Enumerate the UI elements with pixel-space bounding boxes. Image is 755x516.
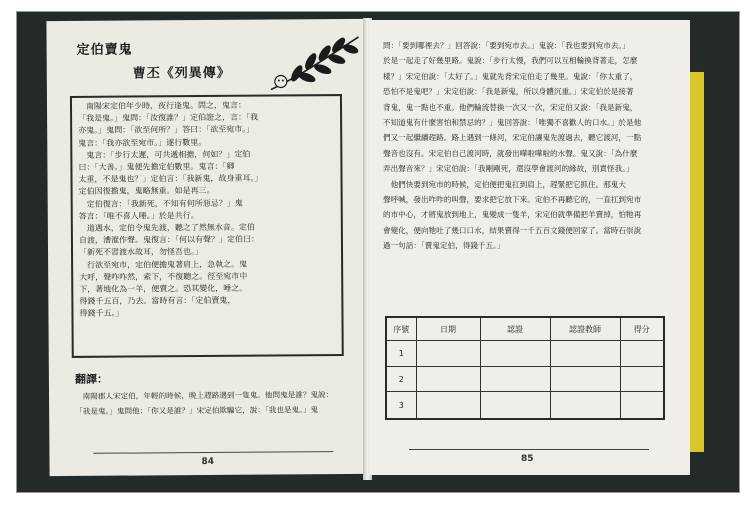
leaf-branch-decoration [266,31,362,96]
teacher-cell [550,366,620,392]
translation-line: 於是一起走了好幾里路。鬼說：「步行太慢，我們可以互相輪換背著走，怎麼 [383,56,638,66]
table-row [386,341,664,367]
translation-line: 「我是鬼。」鬼問他：「你又是誰？」宋定伯欺騙它，說：「我也是鬼。」鬼 [75,405,319,416]
translation-line: 南陽郡人宋定伯，年輕的時候，晚上趕路遇到一隻鬼。他問鬼是誰？鬼說： [75,390,334,401]
header-serial: 序號 [386,317,416,341]
right-page [369,20,690,475]
translation-line: 的市中心，才將鬼放到地上，鬼變成一隻羊，宋定伯就準備把羊賣掉，怕牠再 [383,210,642,220]
table-row [386,392,664,419]
page-number-left: 84 [201,456,215,468]
translation-line: 背鬼，鬼一點也不重。他們輪流替換一次又一次，宋定伯又說：「我是新鬼， [383,102,638,112]
certification-cell [480,366,550,392]
row-number: 3 [386,392,416,419]
score-cell [620,392,664,419]
classical-line: 定伯復言：「我新死，不知有何所惡忌？」鬼 [78,198,243,209]
header-certification: 認證 [480,317,550,341]
footer-rule [409,449,649,450]
certification-cell [480,341,550,367]
translation-line: 聲呼喊，發出咋咋的叫聲，要求把它放下來。定伯不再聽它的，一直扛到宛市 [383,195,642,205]
classical-line: 得錢千五。」 [79,309,124,319]
translation-line: 過一句話：「賣鬼定伯，得錢千五。」 [383,241,505,251]
classical-line: 亦鬼。」鬼問：「欲至何所？」答曰：「欲至宛市。」 [78,125,255,136]
header-score: 得分 [620,317,664,341]
classical-line: 南陽宋定伯年少時，夜行逢鬼。問之，鬼言： [77,100,247,111]
translation-line: 們又一起繼續趕路。路上遇到一條河，宋定伯讓鬼先渡過去，聽它渡河，一點 [383,133,642,143]
translation-line: 問：「要到哪裡去？」回答說：「要到宛市去。」鬼說：「我也要到宛市去。」 [383,41,630,50]
classical-text-box [70,94,344,358]
row-number: 1 [386,341,416,367]
date-cell [416,366,480,392]
certification-record-table [385,316,665,420]
table-header-row [386,317,664,341]
classical-line: 道遇水，定伯令鬼先渡，聽之了然無水音。定伯 [78,222,255,233]
header-teacher: 認證教師 [550,317,620,341]
classical-line: 下，著地化為一羊，便賣之。恐其變化，唾之。 [79,283,248,294]
translation-line: 不知道鬼有什麼害怕和禁忌的？」鬼回答說：「唯獨不喜歡人的口水。」於是他 [383,118,642,128]
classical-line: 自渡，漕漼作聲。鬼復言：「何以有聲？」定伯曰： [78,234,259,246]
translation-line: 樣？」宋定伯說：「太好了。」鬼就先背宋定伯走了幾里。鬼說：「你太重了， [383,71,638,81]
classical-line: 「我是鬼。」鬼問：「汝復誰？」定伯誑之，言：「我 [78,112,259,124]
translation-line: 恐怕不是鬼吧？」宋定伯說：「我是新鬼，所以身體沉重。」宋定伯於是接著 [383,87,634,97]
footer-rule [93,451,333,454]
story-title-main: 定伯賣鬼 [76,42,133,58]
score-cell [620,341,664,367]
classical-line: 「新死不習渡水故耳，勿怪吾也。」 [79,247,204,258]
page-number-right: 85 [521,454,534,464]
translation-line: 會變化，便向牠吐了幾口口水，結果賣得一千五百文錢便回家了。當時石崇說 [383,225,642,235]
row-number: 2 [386,366,416,392]
teacher-cell [550,341,620,367]
translation-line: 弄出聲音來？」宋定伯說：「我剛剛死，還沒學會渡河的緣故，別責怪我。」 [383,164,634,174]
story-source: 曹丕《列異傳》 [132,65,231,82]
table-row [386,366,664,392]
score-cell [620,366,664,392]
translation-line: 他們快要到宛市的時候，定伯便把鬼扛到肩上，趕緊把它抓住。那鬼大 [383,179,626,189]
classical-line: 鬼言：「我亦欲至宛市。」遂行數里。 [78,137,207,148]
teacher-cell [550,392,620,419]
certification-cell [480,392,550,419]
story-title [77,35,347,93]
translation-line: 聲音也沒有。宋定伯自己渡河時，就發出嘩啦嘩啦的水聲。鬼又說：「為什麼 [383,148,638,158]
translation-text-right [383,38,681,254]
date-cell [416,341,480,367]
classical-line: 定伯因復擔鬼，鬼略無重。如是再三。 [78,186,215,197]
header-date: 日期 [416,317,480,341]
classical-line: 鬼言：「步行太遲，可共遞相擔，何如？」定伯 [78,149,251,160]
date-cell [416,392,480,419]
left-page [46,19,367,476]
classical-line: 太重，不是鬼也？」定伯言：「我新鬼，故身重耳。」 [78,173,263,185]
translation-text-left [75,387,345,419]
classical-line: 大呼，聲咋咋然，索下，不復聽之。徑至宛市中 [79,271,248,282]
classical-line: 行欲至宛市，定伯便擔鬼著肩上，急執之。鬼 [79,259,248,270]
translation-heading: 翻譯： [74,372,108,386]
classical-line: 得錢千五百，乃去。當時有言：「定伯賣鬼， [79,296,236,307]
classical-line: 曰：「大善。」鬼便先擔定伯數里。鬼言：「卿 [78,161,235,172]
photo-frame [17,12,739,492]
classical-line: 答言：「唯不喜人唾。」於是共行。 [78,210,199,221]
